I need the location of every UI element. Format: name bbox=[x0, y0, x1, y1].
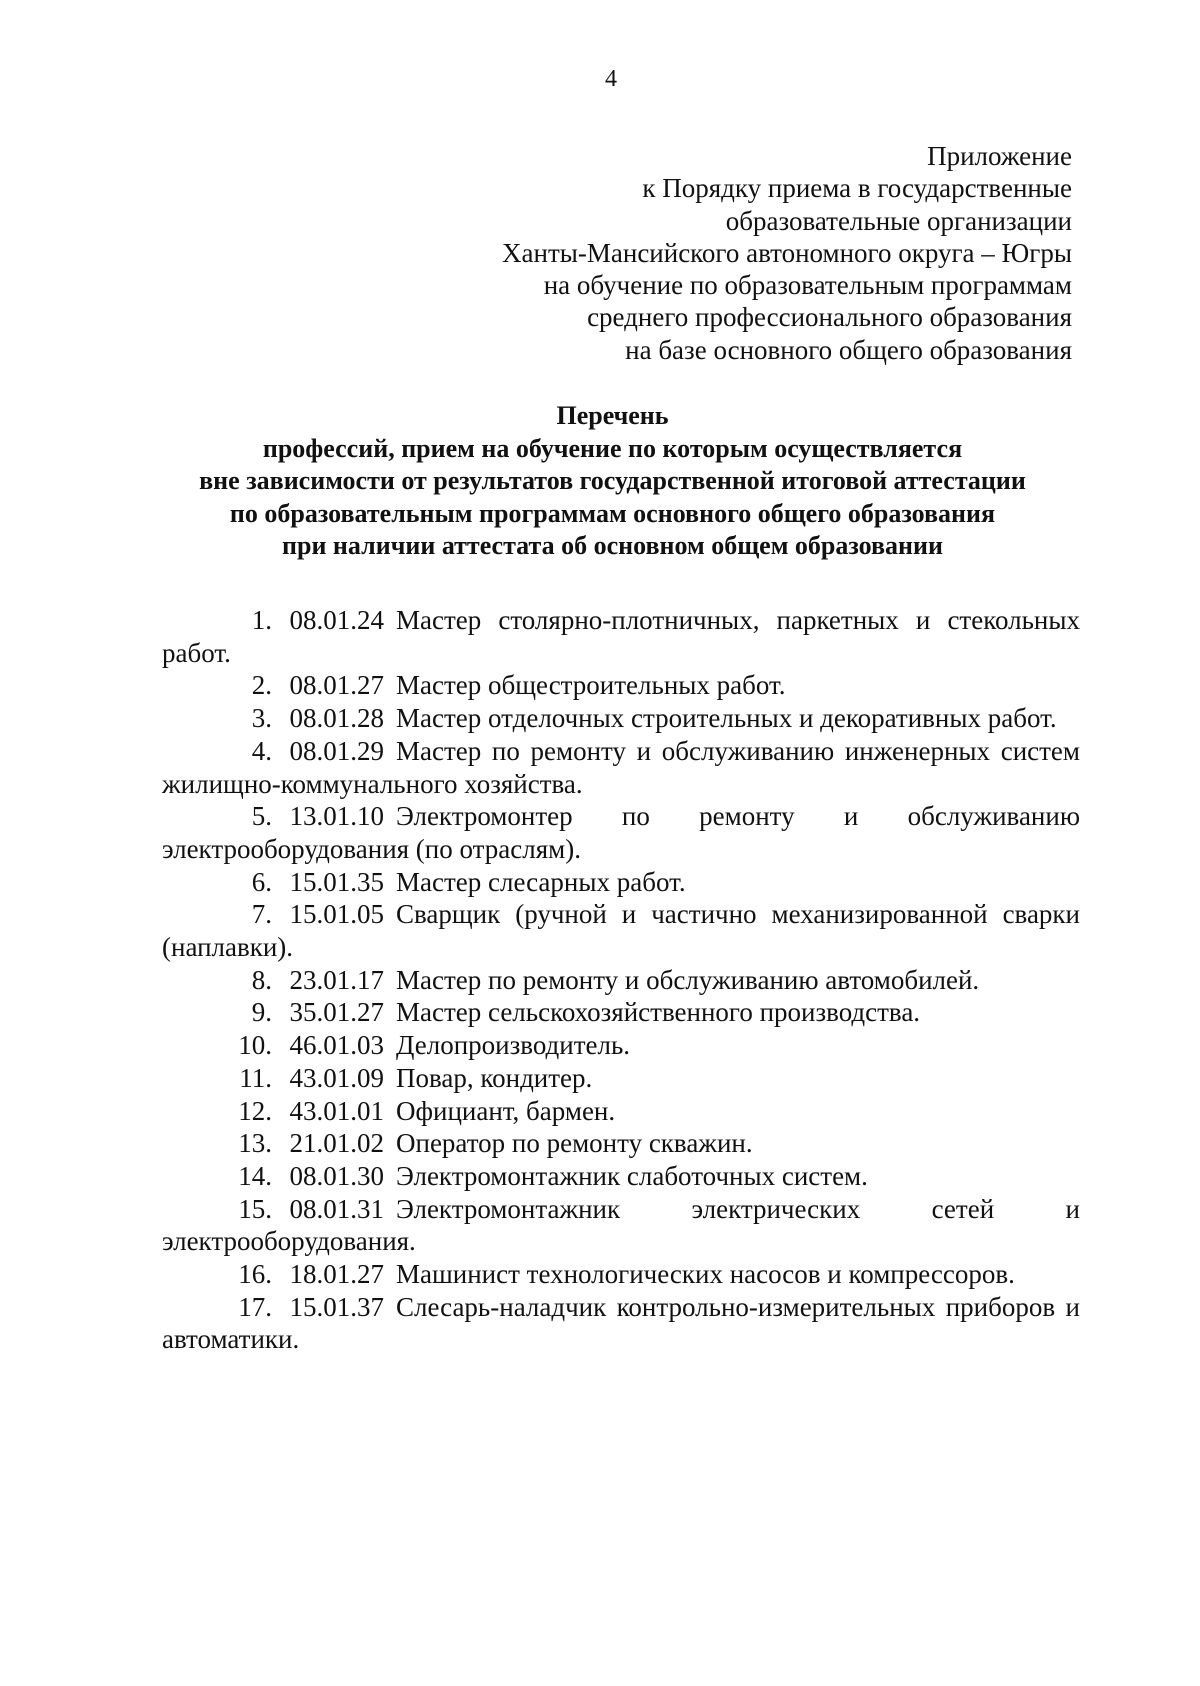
item-code: 08.01.28 bbox=[289, 703, 384, 734]
item-number: 1. bbox=[251, 605, 272, 635]
list-item bbox=[162, 1062, 1080, 1095]
item-code: 08.01.27 bbox=[289, 670, 384, 701]
item-text: Мастер сельскохозяйственного производства. bbox=[396, 997, 921, 1028]
appendix-header bbox=[502, 140, 1072, 366]
item-code: 08.01.30 bbox=[289, 1160, 384, 1191]
item-text: Мастер столярно-плотничных, паркетных и стекольных работ. bbox=[162, 605, 1080, 668]
appendix-line: на обучение по образовательным программам bbox=[543, 270, 1072, 301]
item-text: Сварщик (ручной и частично механизированной сварки (наплавки). bbox=[162, 899, 1080, 963]
item-text: Делопроизводитель. bbox=[396, 1030, 631, 1061]
list-item bbox=[162, 702, 1080, 735]
heading-line: вне зависимости от результатов государственной итоговой аттестации bbox=[199, 466, 1026, 496]
item-code: 18.01.27 bbox=[289, 1259, 384, 1290]
heading-line: при наличии аттестата об основном общем образовании bbox=[282, 531, 943, 561]
appendix-line: к Порядку приема в государственные bbox=[642, 173, 1072, 204]
item-code: 08.01.24 bbox=[289, 605, 384, 635]
item-number: 9. bbox=[251, 997, 272, 1028]
list-item bbox=[162, 669, 1080, 702]
item-text: Мастер отделочных строительных и декоративных работ. bbox=[396, 703, 1057, 734]
list-item bbox=[162, 1258, 1080, 1291]
item-number: 3. bbox=[251, 703, 272, 734]
item-text: Оператор по ремонту скважин. bbox=[396, 1128, 753, 1159]
heading-line: профессий, прием на обучение по которым осуществляется bbox=[262, 433, 963, 463]
list-item bbox=[162, 1127, 1080, 1160]
item-code: 46.01.03 bbox=[289, 1030, 384, 1061]
item-text: Мастер общестроительных работ. bbox=[396, 670, 786, 701]
item-number: 5. bbox=[251, 801, 272, 832]
item-number: 8. bbox=[251, 964, 272, 995]
item-code: 23.01.17 bbox=[289, 964, 384, 995]
item-text: Официант, бармен. bbox=[396, 1095, 616, 1126]
appendix-line: Приложение bbox=[927, 141, 1072, 171]
list-item bbox=[162, 1193, 1080, 1258]
page-number: 4 bbox=[605, 66, 617, 92]
list-item bbox=[162, 964, 1080, 997]
document-heading bbox=[120, 400, 1105, 563]
item-code: 35.01.27 bbox=[289, 997, 384, 1028]
list-item bbox=[162, 1029, 1080, 1062]
appendix-line: Ханты-Мансийского автономного округа – Югры bbox=[502, 237, 1072, 268]
item-text: Электромонтажник электрических сетей и электрооборудования. bbox=[162, 1193, 1080, 1257]
list-item bbox=[162, 735, 1080, 800]
item-code: 43.01.01 bbox=[289, 1095, 384, 1126]
list-item bbox=[162, 866, 1080, 899]
item-number: 10. bbox=[238, 1030, 272, 1061]
list-item bbox=[162, 996, 1080, 1029]
item-code: 15.01.35 bbox=[289, 866, 384, 897]
item-number: 17. bbox=[238, 1291, 272, 1322]
item-code: 13.01.10 bbox=[289, 801, 384, 832]
list-item bbox=[162, 1095, 1080, 1128]
item-code: 08.01.29 bbox=[289, 735, 384, 766]
list-item bbox=[162, 604, 1080, 669]
heading-title: Перечень bbox=[556, 401, 669, 430]
item-number: 15. bbox=[238, 1193, 272, 1224]
item-number: 2. bbox=[251, 670, 272, 701]
list-item bbox=[162, 800, 1080, 865]
item-code: 15.01.05 bbox=[289, 899, 384, 930]
item-text: Мастер слесарных работ. bbox=[396, 866, 686, 897]
item-number: 4. bbox=[251, 735, 272, 766]
profession-list bbox=[162, 604, 1080, 1356]
item-code: 21.01.02 bbox=[289, 1128, 384, 1159]
item-code: 43.01.09 bbox=[289, 1062, 384, 1093]
item-code: 15.01.37 bbox=[289, 1291, 384, 1322]
item-text: Электромонтер по ремонту и обслуживанию электрооборудования (по отраслям). bbox=[162, 801, 1080, 864]
item-text: Машинист технологических насосов и компрессоров. bbox=[396, 1259, 1015, 1290]
list-item bbox=[162, 1291, 1080, 1356]
item-number: 14. bbox=[238, 1160, 272, 1191]
item-number: 11. bbox=[239, 1062, 272, 1093]
item-number: 13. bbox=[238, 1128, 272, 1159]
list-item bbox=[162, 898, 1080, 963]
item-number: 7. bbox=[251, 899, 272, 930]
item-code: 08.01.31 bbox=[289, 1193, 384, 1224]
appendix-line: среднего профессионального образования bbox=[587, 302, 1072, 333]
appendix-line: образовательные организации bbox=[725, 205, 1072, 236]
appendix-line: на базе основного общего образования bbox=[625, 334, 1072, 365]
item-number: 6. bbox=[251, 866, 272, 897]
list-item bbox=[162, 1160, 1080, 1193]
item-text: Мастер по ремонту и обслуживанию автомобилей. bbox=[396, 964, 980, 995]
item-text: Слесарь-наладчик контрольно-измерительных приборов и автоматики. bbox=[162, 1291, 1080, 1355]
item-text: Повар, кондитер. bbox=[396, 1062, 593, 1093]
item-number: 16. bbox=[238, 1259, 272, 1290]
item-text: Электромонтажник слаботочных систем. bbox=[396, 1160, 868, 1191]
item-text: Мастер по ремонту и обслуживанию инженерных систем жилищно-коммунального хозяйства. bbox=[162, 735, 1080, 799]
heading-line: по образовательным программам основного общего образования bbox=[229, 498, 996, 528]
item-number: 12. bbox=[238, 1095, 272, 1126]
